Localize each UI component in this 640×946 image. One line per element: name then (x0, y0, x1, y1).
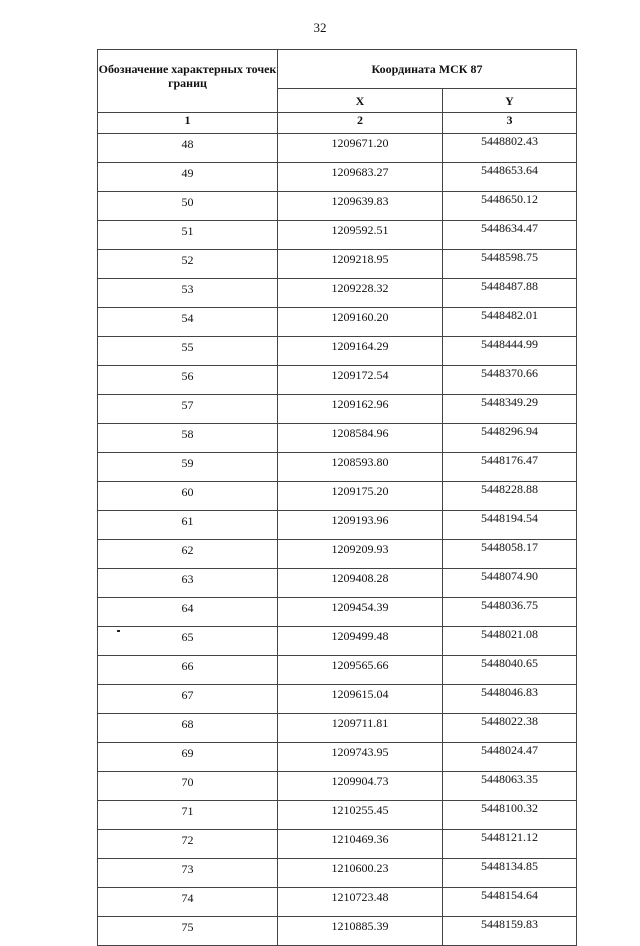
coord-y: 5448040.65 (443, 656, 577, 685)
coord-y: 5448134.85 (443, 859, 577, 888)
coord-y: 5448063.35 (443, 772, 577, 801)
coord-x: 1210723.48 (278, 888, 443, 917)
coordinates-table (97, 49, 577, 946)
coord-x: 1209408.28 (278, 569, 443, 598)
point-id: 48 (98, 134, 278, 163)
header-point-label: Обозначение характерных точек границ (98, 50, 278, 113)
coord-x: 1208593.80 (278, 453, 443, 482)
coord-y: 5448349.29 (443, 395, 577, 424)
coord-x: 1209218.95 (278, 250, 443, 279)
point-id: 64 (98, 598, 278, 627)
table-row (98, 279, 577, 308)
coord-x: 1210469.36 (278, 830, 443, 859)
coord-y: 5448634.47 (443, 221, 577, 250)
point-id: 65 (98, 627, 278, 656)
table-row (98, 453, 577, 482)
coord-x: 1208584.96 (278, 424, 443, 453)
coord-x: 1209904.73 (278, 772, 443, 801)
coord-x: 1209743.95 (278, 743, 443, 772)
point-id: 72 (98, 830, 278, 859)
coord-y: 5448444.99 (443, 337, 577, 366)
coord-y: 5448802.43 (443, 134, 577, 163)
coord-x: 1209499.48 (278, 627, 443, 656)
point-id: 62 (98, 540, 278, 569)
point-id: 67 (98, 685, 278, 714)
table-row (98, 714, 577, 743)
table-row (98, 540, 577, 569)
table-row (98, 743, 577, 772)
table-body (98, 134, 577, 946)
coord-y: 5448074.90 (443, 569, 577, 598)
coord-x: 1209162.96 (278, 395, 443, 424)
point-id: 73 (98, 859, 278, 888)
coord-y: 5448650.12 (443, 192, 577, 221)
point-id: 69 (98, 743, 278, 772)
table-row (98, 685, 577, 714)
table-row (98, 888, 577, 917)
table-row (98, 656, 577, 685)
header-y: Y (443, 89, 577, 113)
table-row (98, 192, 577, 221)
coord-x: 1209711.81 (278, 714, 443, 743)
page-number: 32 (313, 20, 327, 35)
coord-y: 5448296.94 (443, 424, 577, 453)
coord-y: 5448100.32 (443, 801, 577, 830)
coord-x: 1209454.39 (278, 598, 443, 627)
point-id: 75 (98, 917, 278, 946)
point-id: 61 (98, 511, 278, 540)
table-row (98, 801, 577, 830)
table-row (98, 337, 577, 366)
table-row (98, 511, 577, 540)
table-row (98, 772, 577, 801)
table-row (98, 424, 577, 453)
column-number-2: 2 (278, 113, 443, 134)
point-id: 60 (98, 482, 278, 511)
table-row (98, 163, 577, 192)
coord-x: 1210885.39 (278, 917, 443, 946)
header-coordinate-system: Координата МСК 87 (278, 50, 577, 89)
coord-x: 1209683.27 (278, 163, 443, 192)
table-row (98, 395, 577, 424)
point-id: 58 (98, 424, 278, 453)
point-id: 56 (98, 366, 278, 395)
coord-y: 5448487.88 (443, 279, 577, 308)
point-id: 55 (98, 337, 278, 366)
table-row (98, 569, 577, 598)
point-id: 66 (98, 656, 278, 685)
coord-y: 5448022.38 (443, 714, 577, 743)
coord-y: 5448046.83 (443, 685, 577, 714)
coord-y: 5448024.47 (443, 743, 577, 772)
point-id: 59 (98, 453, 278, 482)
coord-x: 1210255.45 (278, 801, 443, 830)
coord-x: 1209175.20 (278, 482, 443, 511)
coord-x: 1209592.51 (278, 221, 443, 250)
coord-y: 5448598.75 (443, 250, 577, 279)
coord-y: 5448121.12 (443, 830, 577, 859)
coord-y: 5448154.64 (443, 888, 577, 917)
coord-y: 5448021.08 (443, 627, 577, 656)
table-row (98, 627, 577, 656)
point-id: 52 (98, 250, 278, 279)
point-id: 53 (98, 279, 278, 308)
table-row (98, 859, 577, 888)
coord-x: 1209565.66 (278, 656, 443, 685)
coord-y: 5448058.17 (443, 540, 577, 569)
table-row (98, 221, 577, 250)
point-id: 70 (98, 772, 278, 801)
table-row (98, 366, 577, 395)
coord-y: 5448228.88 (443, 482, 577, 511)
coord-x: 1209193.96 (278, 511, 443, 540)
point-id: 54 (98, 308, 278, 337)
coord-x: 1209671.20 (278, 134, 443, 163)
stray-mark (117, 630, 120, 632)
point-id: 57 (98, 395, 278, 424)
table-row (98, 308, 577, 337)
table-row (98, 482, 577, 511)
table-row (98, 250, 577, 279)
point-id: 71 (98, 801, 278, 830)
table-row (98, 830, 577, 859)
point-id: 50 (98, 192, 278, 221)
column-number-1: 1 (98, 113, 278, 134)
column-number-3: 3 (443, 113, 577, 134)
coord-y: 5448176.47 (443, 453, 577, 482)
coord-y: 5448159.83 (443, 917, 577, 946)
point-id: 49 (98, 163, 278, 192)
table-row (98, 134, 577, 163)
coord-y: 5448036.75 (443, 598, 577, 627)
table-row (98, 917, 577, 946)
coord-y: 5448653.64 (443, 163, 577, 192)
coord-y: 5448194.54 (443, 511, 577, 540)
coord-x: 1210600.23 (278, 859, 443, 888)
point-id: 68 (98, 714, 278, 743)
coord-x: 1209615.04 (278, 685, 443, 714)
coord-x: 1209172.54 (278, 366, 443, 395)
point-id: 63 (98, 569, 278, 598)
coord-x: 1209639.83 (278, 192, 443, 221)
coord-x: 1209160.20 (278, 308, 443, 337)
coord-x: 1209228.32 (278, 279, 443, 308)
header-x: X (278, 89, 443, 113)
coord-y: 5448370.66 (443, 366, 577, 395)
point-id: 74 (98, 888, 278, 917)
table-row (98, 598, 577, 627)
coord-y: 5448482.01 (443, 308, 577, 337)
coord-x: 1209164.29 (278, 337, 443, 366)
point-id: 51 (98, 221, 278, 250)
coord-x: 1209209.93 (278, 540, 443, 569)
